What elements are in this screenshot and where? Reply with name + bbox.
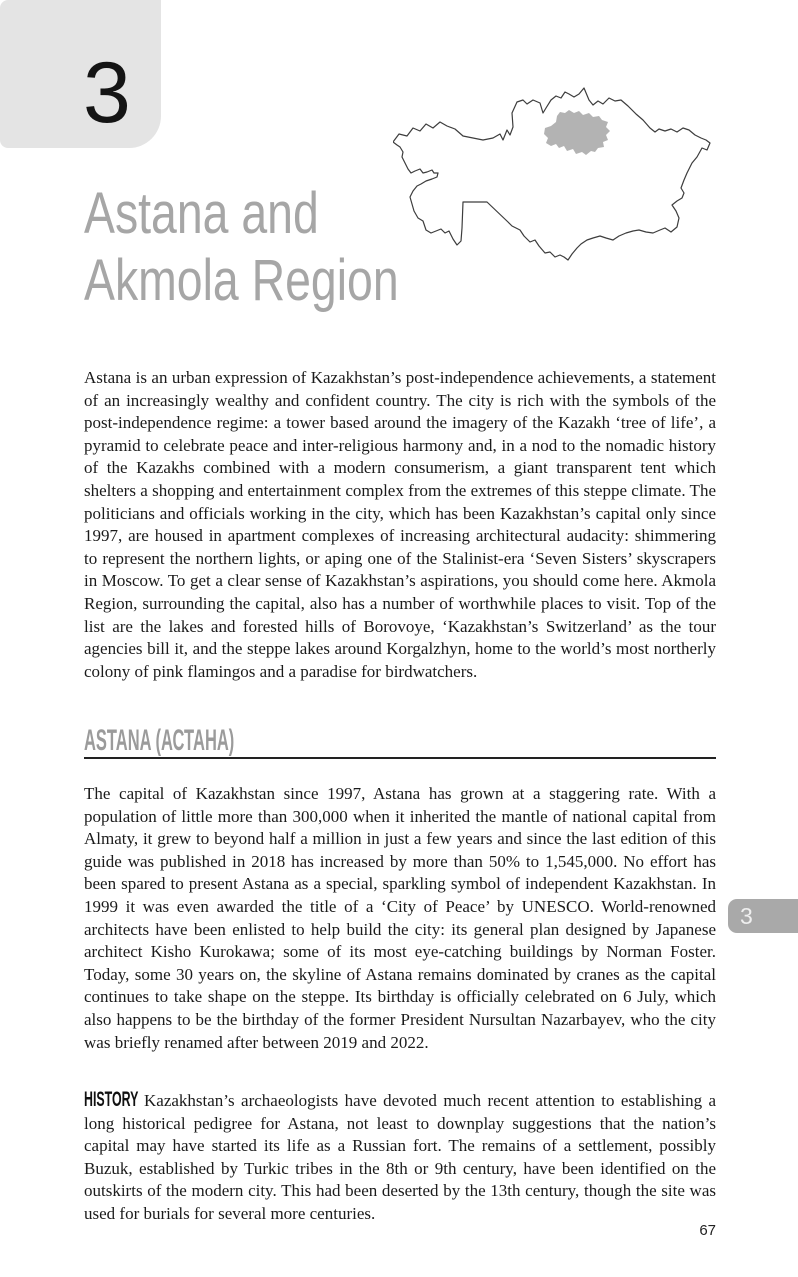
history-paragraph <box>84 1089 716 1226</box>
chapter-side-tab <box>728 899 798 933</box>
page-title-line2: Akmola Region <box>84 248 399 313</box>
kazakhstan-map-svg <box>393 78 715 268</box>
chapter-number: 3 <box>83 45 131 141</box>
akmola-region-highlight <box>544 110 610 155</box>
page-title <box>84 180 399 314</box>
heading-rule <box>84 757 716 759</box>
history-text: Kazakhstan’s archaeologists have devoted much recent attention to establishing a long historical pedigree for Astana, not least to downplay suggestions that the nation’s capital may have started its life as a Russian fort. The remains of a settlement, possibly Buzuk, established by Turkic tribes in the 8th or 9th century, have been identified on the outskirts of the modern city. This had been deserted by the 13th century, though the site was used for burials for several more centuries. <box>84 1091 716 1223</box>
history-label: HISTORY <box>84 1088 139 1111</box>
chapter-number-box <box>0 0 161 148</box>
intro-paragraph: Astana is an urban expression of Kazakhstan’s post-independence achievements, a statement of an increasingly wealthy and confident country. The city is rich with the symbols of the post-independence regime: a tower based around the imagery of the Kazakh ‘tree of life’, a pyramid to celebrate peace and inter-religious harmony and, in a nod to the nomadic history of the Kazakhs combined with a modern consumerism, a giant transparent tent which shelters a shopping and entertainment complex from the extremes of this steppe climate. The politicians and officials working in the city, which has been Kazakhstan’s capital only since 1997, are housed in apartment complexes of increasing architectural audacity: shimmering to represent the northern lights, or aping one of the Stalinist-era ‘Seven Sisters’ skyscrapers in Moscow. To get a clear sense of Kazakhstan’s aspirations, you should come here. Akmola Region, surrounding the capital, also has a number of worthwhile places to visit. Top of the list are the lakes and forested hills of Borovoye, ‘Kazakhstan’s Switzerland’ as the tour agencies bill it, and the steppe lakes around Korgalzhyn, home to the world’s most northerly colony of pink flamingos and a paradise for birdwatchers. <box>84 368 716 681</box>
section-heading-astana: ASTANA (АСТАНА) <box>84 724 235 757</box>
kazakhstan-outline <box>393 88 710 260</box>
chapter-side-tab-label: 3 <box>740 903 753 929</box>
astana-paragraph: The capital of Kazakhstan since 1997, Astana has grown at a staggering rate. With a population of little more than 300,000 when it inherited the mantle of national capital from Almaty, it grew to beyond half a million in just a few years and since the last edition of this guide was published in 2018 has increased by more than 50% to 1,545,000. No effort has been spared to present Astana as a special, sparkling symbol of independent Kazakhstan. In 1999 it was even awarded the title of a ‘City of Peace’ by UNESCO. World-renowned architects have been enlisted to help build the city: its general plan designed by Japanese architect Kisho Kurokawa; some of its most eye-catching buildings by Norman Foster. Today, some 30 years on, the skyline of Astana remains dominated by cranes as the capital continues to take shape on the steppe. Its birthday is officially celebrated on 6 July, which also happens to be the birthday of the former President Nursultan Nazarbayev, who the city was briefly renamed after between 2019 and 2022. <box>84 784 716 1052</box>
page-title-line1: Astana and <box>84 181 319 246</box>
page-number: 67 <box>699 1222 716 1239</box>
kazakhstan-locator-map <box>393 78 715 268</box>
